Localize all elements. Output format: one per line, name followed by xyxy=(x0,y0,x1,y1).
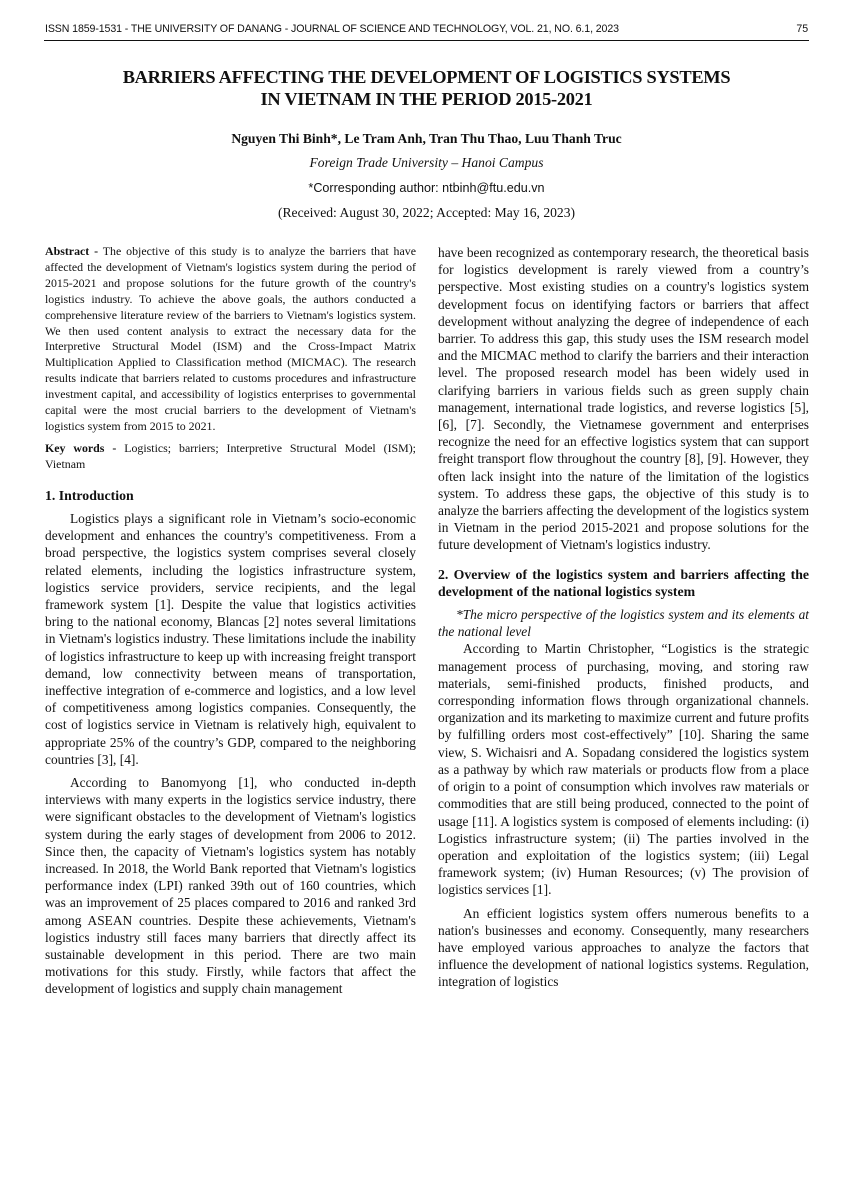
overview-paragraph-1: According to Martin Christopher, “Logistics is the strategic management process of purchasing, moving, and storing raw materials, semi-finished products, finished products, and corresponding information flows through organizational channels. organization and its marketing to maximize current and future profits by fulfilling orders most cost-effectively” [10]. Sharing the same view, S. Wichaisri and A. Sopadang considered the logistics system as a pathway by which raw materials or products flow from a place of origin to a point of consumption which involves raw materials or commodities that are still being produced, connected to the point of usage [11]. A logistics system is composed of elements including: (i) Logistics infrastructure system; (ii) The parties involved in the operation and exploitation of the logistics system; (iii) Legal framework system; (iv) Human Resources; (v) The provision of logistics services [1]. xyxy=(438,641,809,898)
keywords xyxy=(45,441,416,473)
abstract-label: Abstract - xyxy=(45,244,99,258)
intro-paragraph-1: Logistics plays a significant role in Vietnam’s socio-economic development and enhances the country's competitiveness. From a broad perspective, the logistics system comprises several closely related elements, including the logistics infrastructure system, logistics service providers, service recipients, and the legal framework system [1]. Despite the value that logistics activities bring to the national economy, Blancas [2] notes several limitations in Vietnam's logistics industry. These limitations include the inability of logistics infrastructure to keep up with increasing freight transport demand, low connectivity between means of transportation, ineffective integration of e-commerce and logistics, and a low level of competitiveness among logistics companies. Consequently, the cost of logistics service in Vietnam is relatively high, equivalent to appropriate 25% of the country’s GDP, compared to the neighboring countries [3], [4]. xyxy=(45,510,416,767)
abstract-text: The objective of this study is to analyze the barriers that have affected the development of Vietnam's logistics system during the period of 2015-2021 and propose solutions for the future growth of the country's logistics industry. To achieve the above goals, the authors conducted a comprehensive literature review of the barriers to Vietnam's logistics system. We then used content analysis to extract the necessary data for the Interpretive Structural Model (ISM) and the Cross-Impact Matrix Multiplication Applied to Classification method (MICMAC). The research results indicate that barriers related to customs procedures and infrastructure investment capital, and accessibility of logistics enterprises to governmental capital were the most crucial barriers to the development of Vietnam's logistics system from 2015 to 2021. xyxy=(45,244,416,433)
header-rule xyxy=(44,40,809,41)
page-number: 75 xyxy=(796,23,808,35)
intro-paragraph-2: According to Banomyong [1], who conducted in-depth interviews with many experts in the logistics service industry, there were significant obstacles to the development of Vietnam's logistics system during the early stages of development from 2006 to 2012. Since then, the capacity of Vietnam's logistics system has notably increased. In 2018, the World Bank reported that Vietnam's logistics performance index (LPI) ranked 39th out of 160 countries, which was an improvement of 25 places compared to 2016 and ranked 3rd among ASEAN countries. Despite these achievements, Vietnam's logistics industry still faces many barriers that directly affect its sustainable development in this period. There are two main motivations for this study. Firstly, while factors that affect the development of logistics and supply chain management xyxy=(45,774,416,997)
running-head xyxy=(45,23,808,35)
intro-paragraph-3: have been recognized as contemporary research, the theoretical basis for logistics development is rarely viewed from a country’s perspective. Most existing studies on a country's logistics system development focus on identifying factors or barriers that affect development without analyzing the degree of independence of each barrier. To address this gap, this study uses the ISM research model and the MICMAC method to clarify the barriers and their interaction level. The proposed research model has been widely used in clarifying barriers in various fields such as green supply chain management, international trade logistics, and reverse logistics [5], [6], [7]. Secondly, the Vietnamese government and enterprises recognize the need for an effective logistics system that can support freight transport flow throughout the country [8], [9]. However, they often lack insight into the nature of the limitation of the logistics system. To address these gaps, the objective of this study is to analyze the barriers affecting the development of the logistics system in Vietnam in the period 2015-2021 and propose solutions for the future development of Vietnam's logistics industry. xyxy=(438,245,809,553)
left-column xyxy=(45,244,416,998)
abstract xyxy=(45,244,416,435)
section-2-heading: 2. Overview of the logistics system and barriers affecting the development of the national logistics system xyxy=(438,566,809,599)
section-1-heading: 1. Introduction xyxy=(45,487,134,503)
journal-info: ISSN 1859-1531 - THE UNIVERSITY OF DANANG - JOURNAL OF SCIENCE AND TECHNOLOGY, VOL. 21, NO. 6.1, 2023 xyxy=(45,23,619,35)
right-column xyxy=(438,244,809,991)
overview-paragraph-2: An efficient logistics system offers numerous benefits to a nation's businesses and economy. Consequently, many researchers have employed various approaches to analyze the factors that influence the development of national logistics systems. Regulation, integration of logistics xyxy=(438,905,809,990)
affiliation: Foreign Trade University – Hanoi Campus xyxy=(309,155,544,170)
title-line-1: BARRIERS AFFECTING THE DEVELOPMENT OF LOGISTICS SYSTEMS xyxy=(122,67,731,87)
section-2-subheading: *The micro perspective of the logistics system and its elements at the national level xyxy=(438,607,809,640)
authors: Nguyen Thi Binh*, Le Tram Anh, Tran Thu Thao, Luu Thanh Truc xyxy=(231,131,622,146)
paper-title xyxy=(40,66,813,110)
keywords-text: Logistics; barriers; Interpretive Structural Model (ISM); Vietnam xyxy=(45,440,416,471)
corresponding-author: *Corresponding author: ntbinh@ftu.edu.vn xyxy=(308,181,545,195)
title-line-2: IN VIETNAM IN THE PERIOD 2015-2021 xyxy=(260,89,593,109)
keywords-label: Key words - xyxy=(45,440,117,455)
received-dates: (Received: August 30, 2022; Accepted: May 16, 2023) xyxy=(277,205,576,220)
